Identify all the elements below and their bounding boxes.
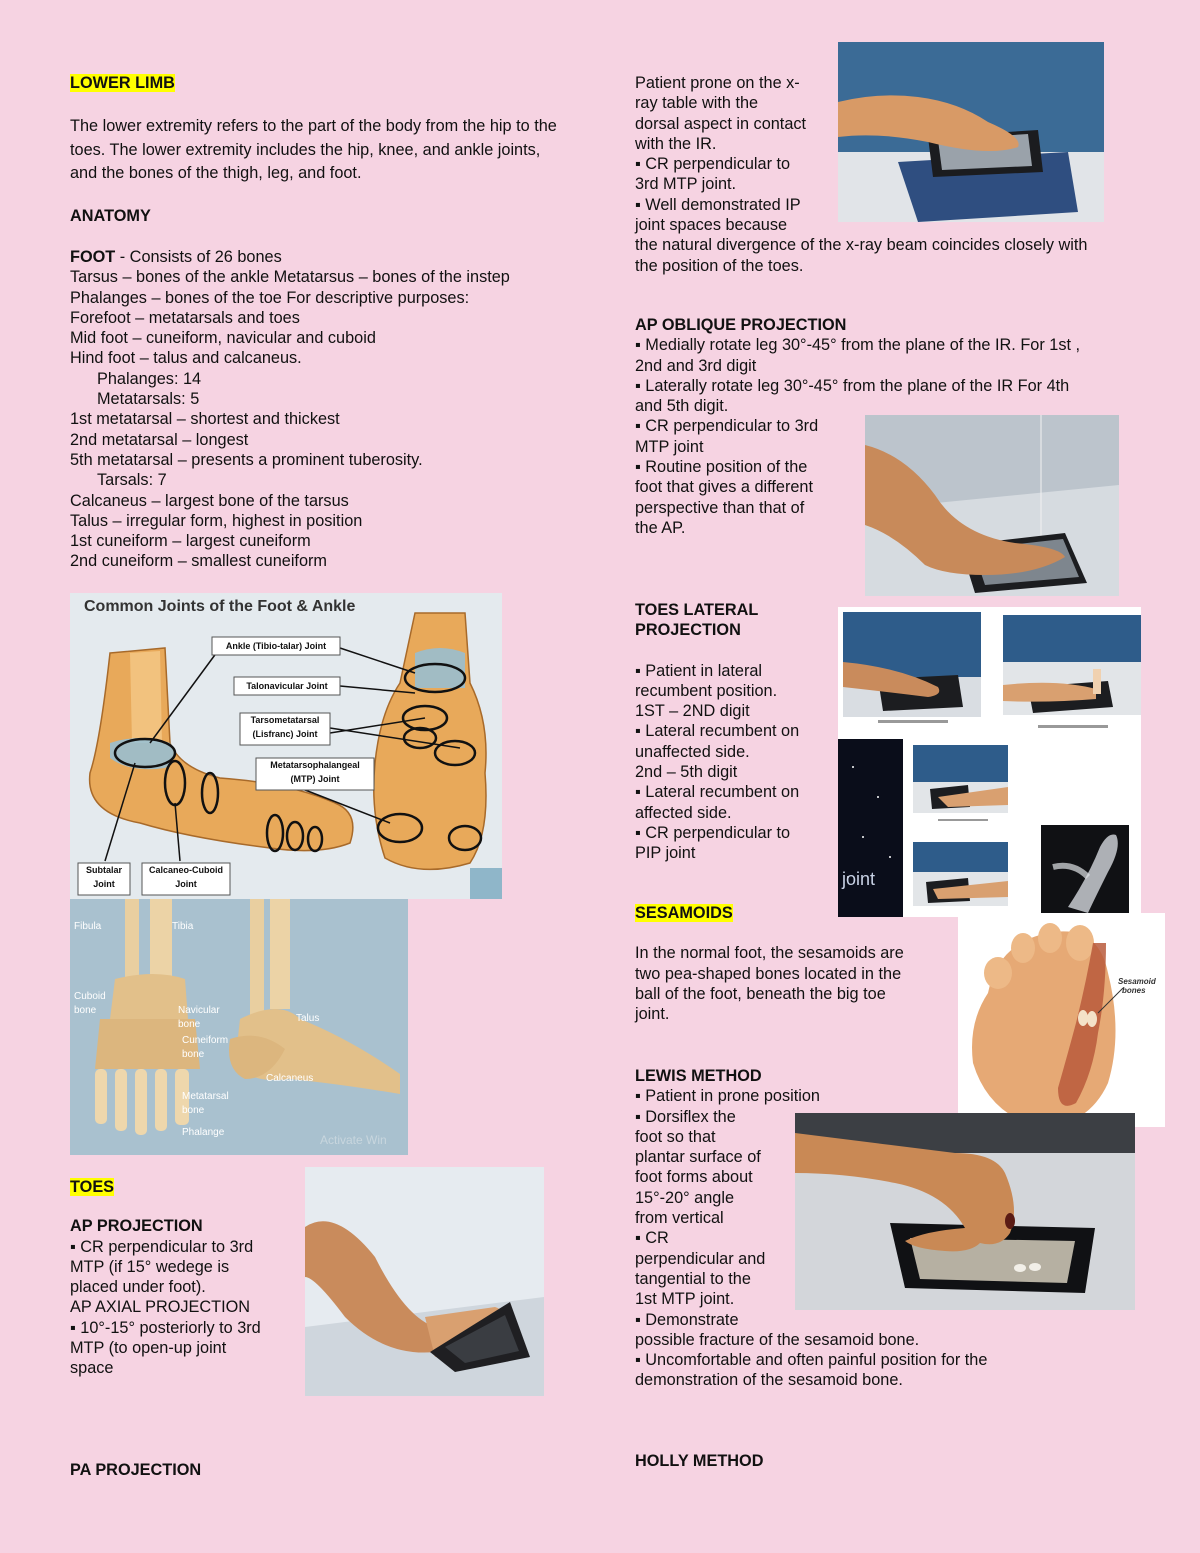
toes-lateral-line: recumbent position. [635,681,778,700]
watermark-text: Activate Win [320,1133,387,1147]
toes-line: space [70,1359,114,1378]
pa-line: dorsal aspect in contact [635,114,807,133]
bones-illustration [70,899,408,1155]
lewis-method-photo [795,1113,1135,1310]
ap-oblique-heading: AP OBLIQUE PROJECTION [635,316,847,334]
tibia-label: Tibia [172,921,194,932]
anatomy-line: Tarsus – bones of the ankle Metatarsus – bones of the instep [70,268,510,287]
toes-lateral-heading-2: PROJECTION [635,621,741,640]
ap-oblique-photo-drawing [865,415,1119,596]
metatarsal-bone-label: bone [182,1105,205,1116]
subtalar-label: Subtalar [85,865,122,875]
lewis-method-heading: LEWIS METHOD [635,1067,762,1085]
toes-lateral-section [635,600,835,864]
phalange-label: Phalange [182,1127,225,1138]
lewis-line: ▪ Demonstrate [635,1310,739,1329]
lewis-line: ▪ Uncomfortable and often painful position for the [635,1351,988,1370]
holly-method-section [635,1451,763,1471]
metatarsal-line: 5th metatarsal – presents a prominent tuberosity. [70,450,423,469]
metatarsal-line: 2nd metatarsal – longest [70,430,249,449]
lewis-method-photo-drawing [795,1113,1135,1310]
ap-oblique-photo [865,415,1119,596]
tarsals-count: Tarsals: 7 [97,471,167,490]
bones-figure [70,899,408,1155]
toes-line: AP AXIAL PROJECTION [70,1298,251,1317]
toes-lateral-line: ▪ CR perpendicular to [635,823,791,842]
tarsometatarsal-label: Tarsometatarsal [250,715,320,725]
ap-oblique-line: ▪ CR perpendicular to 3rd [635,417,819,436]
metatarsal-label: Metatarsal [182,1091,229,1102]
sesamoids-heading: SESAMOIDS [635,904,733,922]
toes-lateral-line: PIP joint [635,844,696,863]
pa-line: Patient prone on the x- [635,74,800,92]
tarsal-line: Talus – irregular form, highest in position [70,511,363,530]
collage-joint-label: joint [842,869,876,889]
tarsal-line: 2nd cuneiform – smallest cuneiform [70,552,327,571]
ap-oblique-line: 2nd and 3rd digit [635,356,757,375]
pa-line: ray table with the [635,94,759,113]
lewis-line: tangential to the [635,1269,751,1288]
pa-line: the position of the toes. [635,256,804,275]
sesamoids-line: ball of the foot, beneath the big toe [635,984,886,1003]
lower-limb-intro: The lower extremity refers to the part of the body from the hip to the toes. The lower extremity includes the hip, knee, and ankle joints, and the bones of the thigh, leg, and foot. [70,117,557,182]
ap-oblique-line: MTP joint [635,437,704,456]
foot-desc: - Consists of 26 bones [115,248,282,266]
toes-lateral-line: 2nd – 5th digit [635,763,738,782]
tarsal-line: Calcaneus – largest bone of the tarsus [70,491,349,510]
pa-line: with the IR. [635,134,717,153]
ap-oblique-line: ▪ Routine position of the [635,458,808,477]
sesamoids-section [635,903,955,1024]
holly-method-heading: HOLLY METHOD [635,1452,764,1470]
anatomy-heading: ANATOMY [70,207,151,226]
lewis-line: from vertical [635,1209,724,1228]
lewis-line: perpendicular and [635,1249,766,1268]
toes-section [70,1177,300,1379]
lewis-line: ▪ Patient in prone position [635,1087,820,1106]
mtp-label: Metatarsophalangeal [270,760,360,770]
cuneiform-label: Cuneiform [182,1035,229,1046]
toes-ap-photo [305,1167,544,1396]
pa-line: 3rd MTP joint. [635,175,737,194]
lewis-line: foot so that [635,1127,716,1146]
lewis-line: demonstration of the sesamoid bone. [635,1371,903,1390]
sesamoid-figure-label: Sesamoid [1118,977,1156,986]
calcaneo-cuboid-joint-label: Joint [175,879,197,889]
calcaneus-label: Calcaneus [266,1073,314,1084]
lower-limb-heading: LOWER LIMB [70,74,175,92]
toes-lateral-line: ▪ Lateral recumbent on [635,722,800,741]
ap-oblique-line: the AP. [635,518,686,537]
pa-line: joint spaces because [635,216,788,235]
anatomy-section [70,247,590,572]
toes-lateral-line: affected side. [635,803,732,822]
toes-lateral-collage [838,607,1141,917]
toes-line: ▪ CR perpendicular to 3rd [70,1237,254,1256]
lisfranc-joint-label: (Lisfranc) Joint [252,729,318,739]
lower-limb-section [70,72,560,228]
ap-oblique-line: perspective than that of [635,498,805,517]
pa-text-section [635,73,1195,276]
anatomy-line: Forefoot – metatarsals and toes [70,308,300,327]
lewis-line: foot forms about [635,1168,753,1187]
joints-illustration [70,593,502,899]
pa-line: ▪ CR perpendicular to [635,155,791,174]
joints-figure-title: Common Joints of the Foot & Ankle [84,598,356,615]
ap-oblique-line: ▪ Medially rotate leg 30°-45° from the plane of the IR. For 1st , [635,336,1081,355]
sesamoids-line: joint. [635,1005,670,1024]
pa-line: the natural divergence of the x-ray beam coincides closely with [635,236,1088,255]
mtp-joint-label: (MTP) Joint [290,774,340,784]
ap-oblique-line: foot that gives a different [635,478,814,497]
toes-lateral-collage-drawing [838,607,1141,917]
toes-line: placed under foot). [70,1278,206,1297]
joints-figure [70,593,502,899]
pa-projection-heading: PA PROJECTION [70,1461,202,1479]
navicular-label: Navicular [178,1005,220,1016]
toes-lateral-line: 1ST – 2ND digit [635,702,750,721]
lewis-line: ▪ Dorsiflex the [635,1107,736,1126]
metatarsal-line: 1st metatarsal – shortest and thickest [70,410,340,429]
lewis-line: 15°-20° angle [635,1188,735,1207]
toes-line: MTP (to open-up joint [70,1339,227,1358]
cuboid-label: Cuboid [74,991,106,1002]
calcaneo-cuboid-label: Calcaneo-Cuboid [148,865,223,875]
fibula-label: Fibula [74,921,102,932]
ap-projection-heading: AP PROJECTION [70,1217,203,1236]
ankle-joint-label: Ankle (Tibio-talar) Joint [225,641,327,651]
anatomy-line: Phalanges – bones of the toe For descriptive purposes: [70,288,470,307]
metatarsals-count: Metatarsals: 5 [97,390,200,409]
anatomy-line: Hind foot – talus and calcaneus. [70,349,302,368]
toes-lateral-heading: TOES LATERAL [635,601,759,619]
talus-label: Talus [296,1013,320,1024]
toes-line: MTP (if 15° wedege is [70,1257,230,1276]
sesamoids-line: In the normal foot, the sesamoids are [635,944,904,963]
toes-heading: TOES [70,1178,115,1196]
ap-oblique-line: and 5th digit. [635,397,729,416]
sesamoids-line: two pea-shaped bones located in the [635,964,902,983]
talonavicular-joint-label: Talonavicular Joint [246,681,328,691]
cuneiform-bone-label: bone [182,1049,205,1060]
toes-lateral-line: unaffected side. [635,742,750,761]
ap-oblique-line: ▪ Laterally rotate leg 30°-45° from the plane of the IR For 4th [635,376,1070,395]
toes-line: ▪ 10°-15° posteriorly to 3rd [70,1318,261,1337]
navicular-bone-label: bone [178,1019,201,1030]
toes-lateral-line: ▪ Lateral recumbent on [635,783,800,802]
lewis-line: plantar surface of [635,1148,761,1167]
lewis-line: possible fracture of the sesamoid bone. [635,1330,920,1349]
lewis-line: ▪ CR [635,1229,669,1248]
sesamoid-bones-label: bones [1122,986,1146,995]
toes-ap-photo-drawing [305,1167,544,1396]
pa-line: ▪ Well demonstrated IP [635,195,801,214]
subtalar-joint-label: Joint [93,879,115,889]
foot-label: FOOT [70,248,116,266]
anatomy-line: Mid foot – cuneiform, navicular and cuboid [70,329,376,348]
tarsal-line: 1st cuneiform – largest cuneiform [70,532,311,551]
lewis-line: 1st MTP joint. [635,1290,735,1309]
pa-projection-section [70,1460,201,1480]
toes-lateral-line: ▪ Patient in lateral [635,661,763,680]
phalanges-count: Phalanges: 14 [97,369,202,388]
cuboid-bone-label: bone [74,1005,97,1016]
